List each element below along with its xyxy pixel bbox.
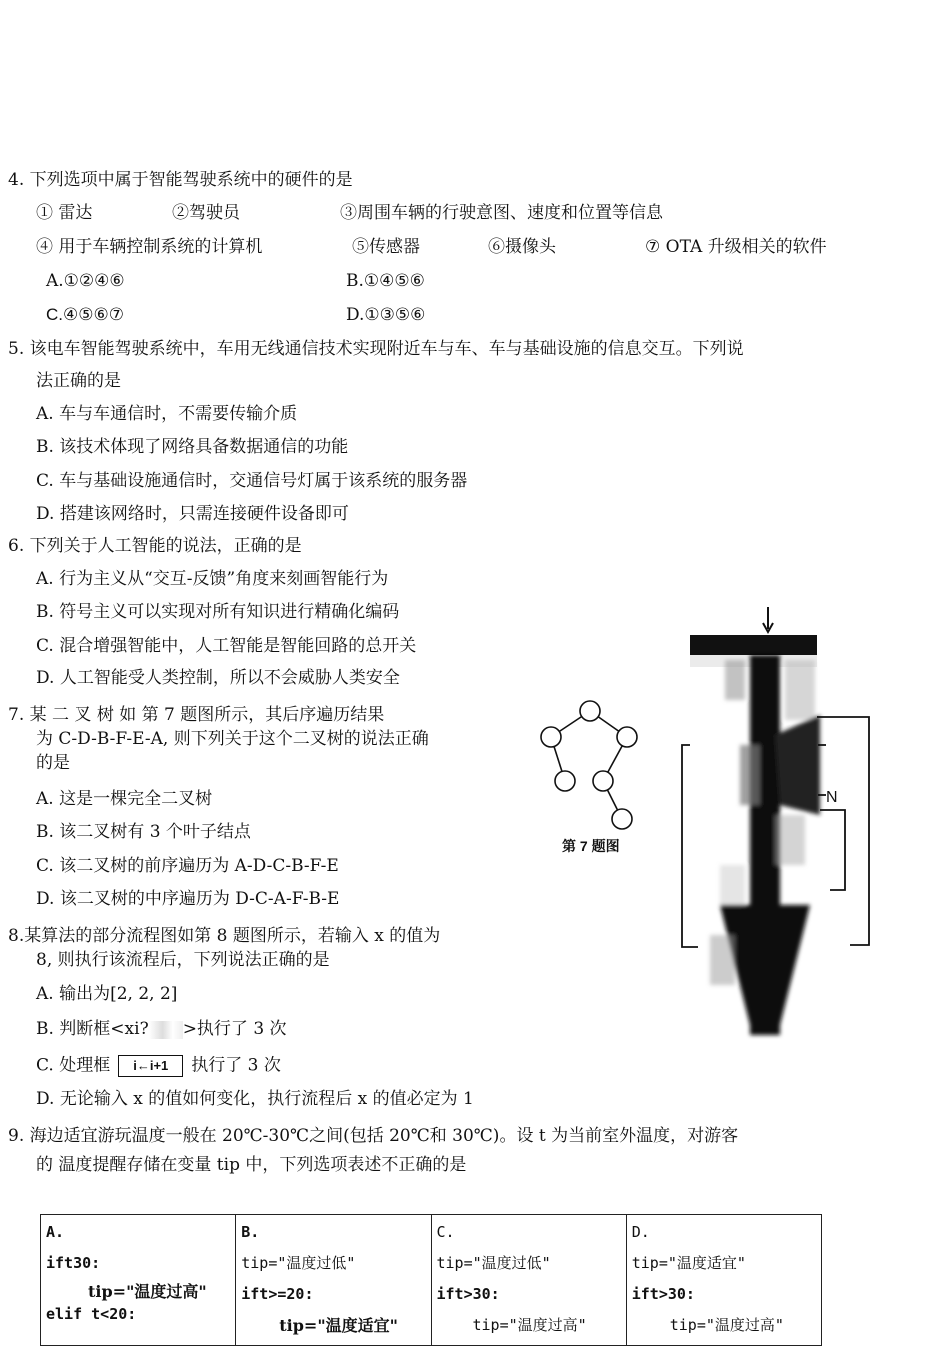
tree-node-d [541,727,561,747]
q6-stem: 6. 下列关于人工智能的说法，正确的是 [8,536,302,556]
flowchart-figure [680,605,880,1045]
q9-options-table [40,1214,822,1346]
q5-stem-line1: 5. 该电车智能驾驶系统中，车用无线通信技术实现附近车与车、车与基础设施的信息交互。下列说 [8,339,744,359]
q8-stem-line2: 8, 则执行该流程后，下列说法正确的是 [36,950,330,970]
q6-option-d: D. 人工智能受人类控制，所以不会威胁人类安全 [36,668,400,688]
q9-cell-d [626,1215,821,1346]
q7-stem-line2: 为 C-D-B-F-E-A, 则下列关于这个二叉树的说法正确 [36,729,429,749]
tree-node-c [555,771,575,791]
q8-option-c-pre: C. 处理框 [36,1055,111,1076]
q4-item-7: ⑦ OTA 升级相关的软件 [645,237,827,257]
q4-option-c: C.④⑤⑥⑦ [46,305,124,324]
q9-a-line2: tip="温度过高" [88,1282,207,1301]
q9-c-line1: tip="温度过低" [436,1254,551,1272]
q9-a-line3: elif t<20: [46,1305,137,1323]
figure-7-caption: 第 7 题图 [562,838,620,854]
q7-option-a: A. 这是一棵完全二叉树 [36,789,213,809]
q8-option-b-post: >执行了 3 次 [182,1019,287,1039]
q4-item-1: ① 雷达 [36,203,93,223]
q8-option-a: A. 输出为[2, 2, 2] [36,984,178,1004]
q9-cell-a [41,1215,236,1346]
q5-option-a: A. 车与车通信时，不需要传输介质 [36,404,298,424]
q8-stem-line1: 8.某算法的部分流程图如第 8 题图所示，若输入 x 的值为 [8,926,441,946]
q4-item-5: ⑤传感器 [352,237,420,257]
q9-d-line2: ift>30: [631,1285,695,1303]
q8-option-c [36,1055,281,1077]
q6-option-b: B. 符号主义可以实现对所有知识进行精确化编码 [36,602,400,622]
q4-item-6: ⑥摄像头 [488,237,556,257]
q9-b-line1: tip="温度过低" [241,1254,356,1272]
q5-option-c: C. 车与基础设施通信时，交通信号灯属于该系统的服务器 [36,471,468,491]
q9-c-line2: ift>30: [436,1285,500,1303]
q9-d-line1: tip="温度适宜" [631,1254,746,1272]
q9-b-label: B. [241,1223,260,1241]
q9-c-label: C. [436,1223,455,1241]
q4-item-4: ④ 用于车辆控制系统的计算机 [36,237,263,257]
q6-option-a: A. 行为主义从“交互-反馈”角度来刻画智能行为 [36,569,389,589]
q9-d-line3: tip="温度过高" [669,1316,784,1334]
q9-b-line2: ift>=20: [241,1285,314,1303]
blurred-decision-box [149,1021,183,1039]
q9-cell-b [236,1215,431,1346]
tree-node-f [612,809,632,829]
q4-option-a: A.①②④⑥ [46,271,125,291]
q9-a-line1: ift30: [46,1254,101,1272]
q8-option-b [36,1019,287,1039]
q4-option-b: B.①④⑤⑥ [346,271,425,291]
q7-option-c: C. 该二叉树的前序遍历为 A-D-C-B-F-E [36,856,339,876]
tree-node-b [593,771,613,791]
q4-stem: 4. 下列选项中属于智能驾驶系统中的硬件的是 [8,170,353,190]
q8-option-d: D. 无论输入 x 的值如何变化，执行流程后 x 的值必定为 1 [36,1089,474,1109]
q4-item-2: ②驾驶员 [172,203,240,223]
q9-d-label: D. [631,1223,650,1241]
q9-stem-line1: 9. 海边适宜游玩温度一般在 20℃-30℃之间(包括 20℃和 30℃)。设 t 为当前室外温度，对游客 [8,1126,739,1146]
q7-stem-line3: 的是 [36,753,70,773]
q5-option-b: B. 该技术体现了网络具备数据通信的功能 [36,437,349,457]
q8-option-c-post: 执行了 3 次 [191,1055,281,1076]
q5-stem-line2: 法正确的是 [36,371,121,391]
binary-tree-figure [530,695,650,835]
q7-stem-line1: 7. 某 二 叉 树 如 第 7 题图所示，其后序遍历结果 [8,705,385,725]
q9-a-label: A. [46,1223,65,1241]
q9-b-line3: tip="温度适宜" [279,1316,398,1335]
q7-option-d: D. 该二叉树的中序遍历为 D-C-A-F-B-E [36,889,340,909]
q5-option-d: D. 搭建该网络时，只需连接硬件设备即可 [36,504,349,524]
q4-option-d: D.①③⑤⑥ [346,305,426,325]
q6-option-c: C. 混合增强智能中，人工智能是智能回路的总开关 [36,636,417,656]
flowchart-label-n: N [826,789,838,806]
process-box: i←i+1 [118,1055,183,1077]
q8-option-b-pre: B. 判断框<xi? [36,1019,149,1039]
q7-option-b: B. 该二叉树有 3 个叶子结点 [36,822,251,842]
q9-cell-c [431,1215,626,1346]
q9-c-line3: tip="温度过高" [472,1316,587,1334]
tree-node-a [580,701,600,721]
q4-item-3: ③周围车辆的行驶意图、速度和位置等信息 [340,203,663,223]
q9-stem-line2: 的 温度提醒存储在变量 tip 中，下列选项表述不正确的是 [36,1155,467,1175]
tree-node-e [617,727,637,747]
